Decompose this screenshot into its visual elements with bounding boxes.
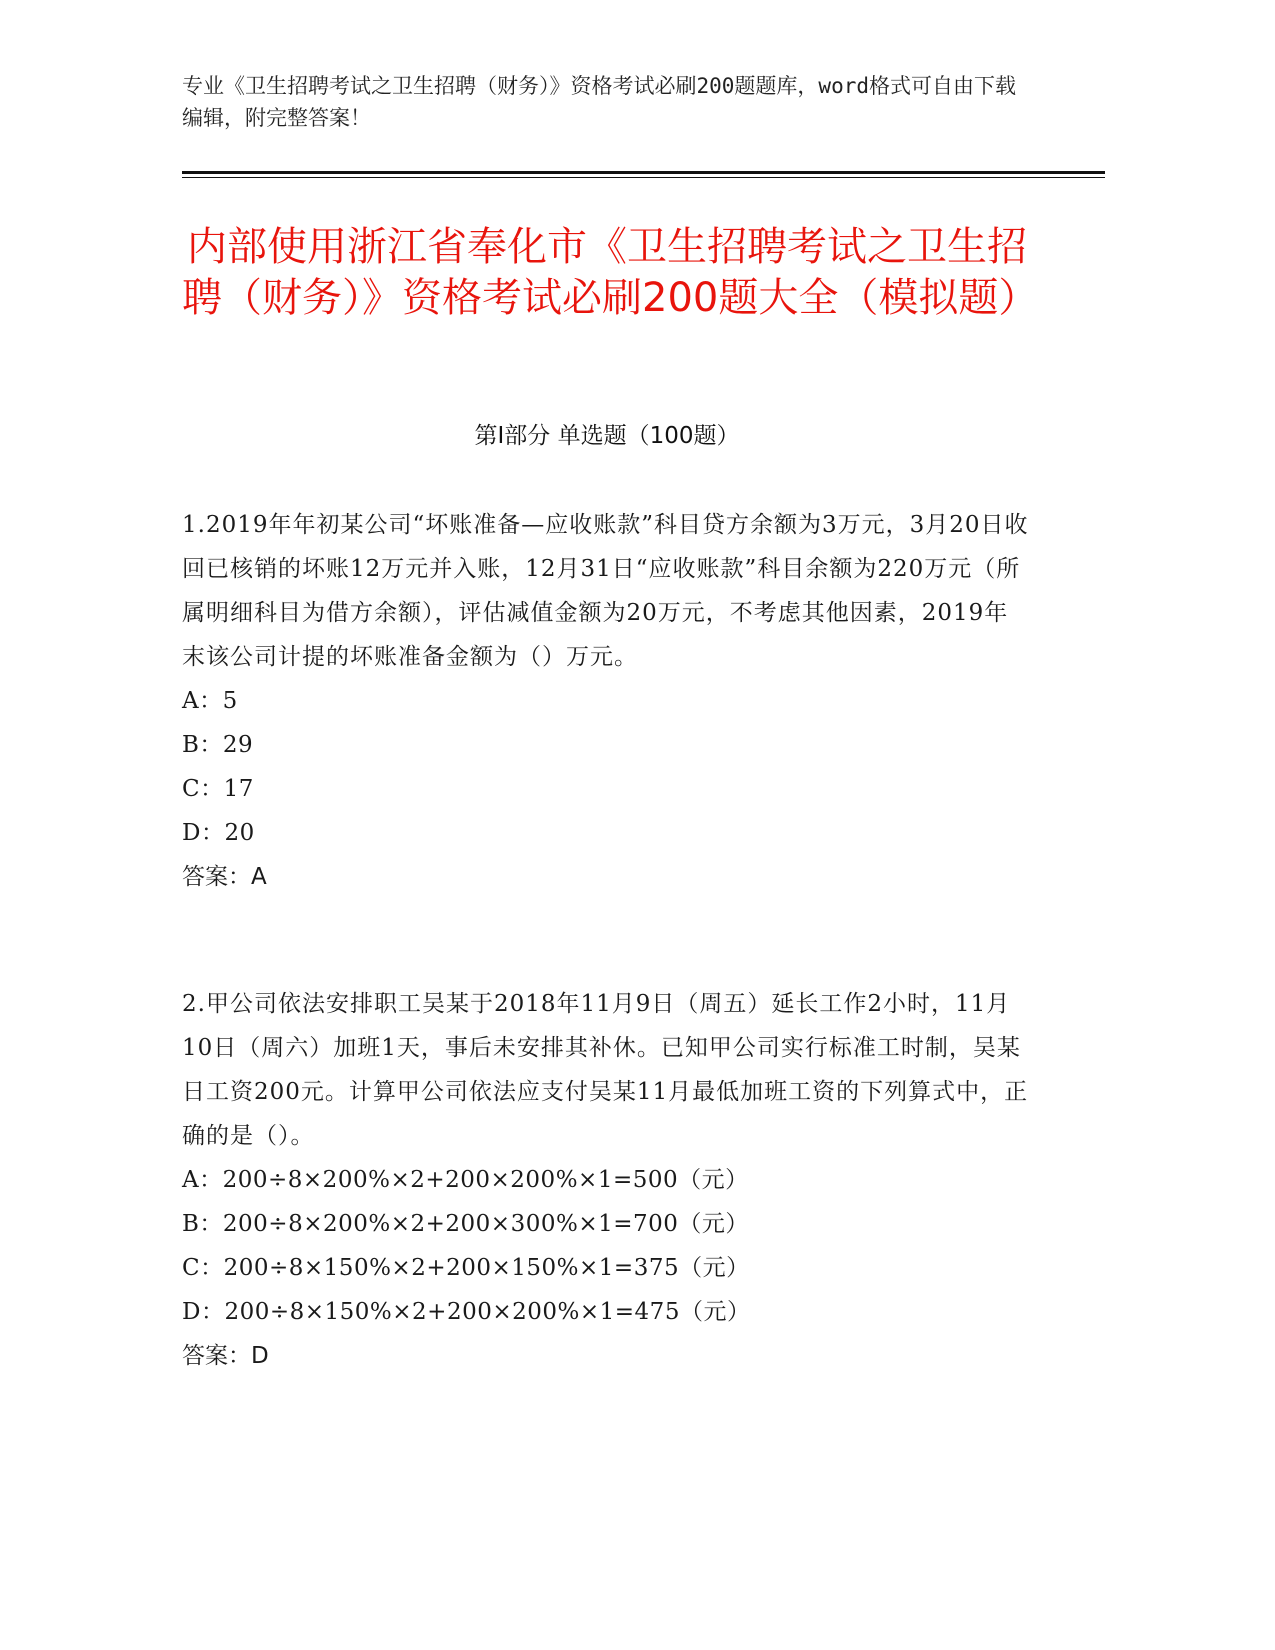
option-c: C：17: [182, 776, 254, 802]
option-c: C：200÷8×150%×2+200×150%×1=375（元）: [182, 1255, 750, 1281]
answer: 答案：A: [182, 864, 267, 890]
question-2: [182, 982, 1032, 1378]
section-heading: 第I部分 单选题（100题）: [474, 423, 740, 449]
header-divider-thin: [182, 177, 1105, 178]
option-a: A：200÷8×200%×2+200×200%×1=500（元）: [182, 1167, 749, 1193]
question-stem: 2.甲公司依法安排职工吴某于2018年11月9日（周五）延长工作2小时，11月10日（周六）加班1天，事后未安排其补休。已知甲公司实行标准工时制，吴某日工资200元。计算甲公司依法应支付吴某11月最低加班工资的下列算式中，正确的是（）。: [182, 991, 1029, 1149]
question-stem: 1.2019年年初某公司“坏账准备—应收账款”科目贷方余额为3万元，3月20日收回已核销的坏账12万元并入账，12月31日“应收账款”科目余额为220万元（所属明细科目为借方余额），评估减值金额为20万元，不考虑其他因素，2019年末该公司计提的坏账准备金额为（）万元。: [182, 512, 1029, 670]
question-1: [182, 503, 1032, 899]
answer: 答案：D: [182, 1343, 269, 1369]
header-divider: [182, 171, 1105, 174]
option-d: D：200÷8×150%×2+200×200%×1=475（元）: [182, 1299, 751, 1325]
option-b: B：29: [182, 732, 254, 758]
option-d: D：20: [182, 820, 255, 846]
document-title: 内部使用浙江省奉化市《卫生招聘考试之卫生招聘（财务）》资格考试必刷200题大全（模拟题）: [182, 224, 1039, 321]
header-note: 专业《卫生招聘考试之卫生招聘（财务）》资格考试必刷200题题库，word格式可自由下载编辑，附完整答案！: [182, 74, 1016, 130]
option-b: B：200÷8×200%×2+200×300%×1=700（元）: [182, 1211, 749, 1237]
option-a: A：5: [182, 688, 238, 714]
